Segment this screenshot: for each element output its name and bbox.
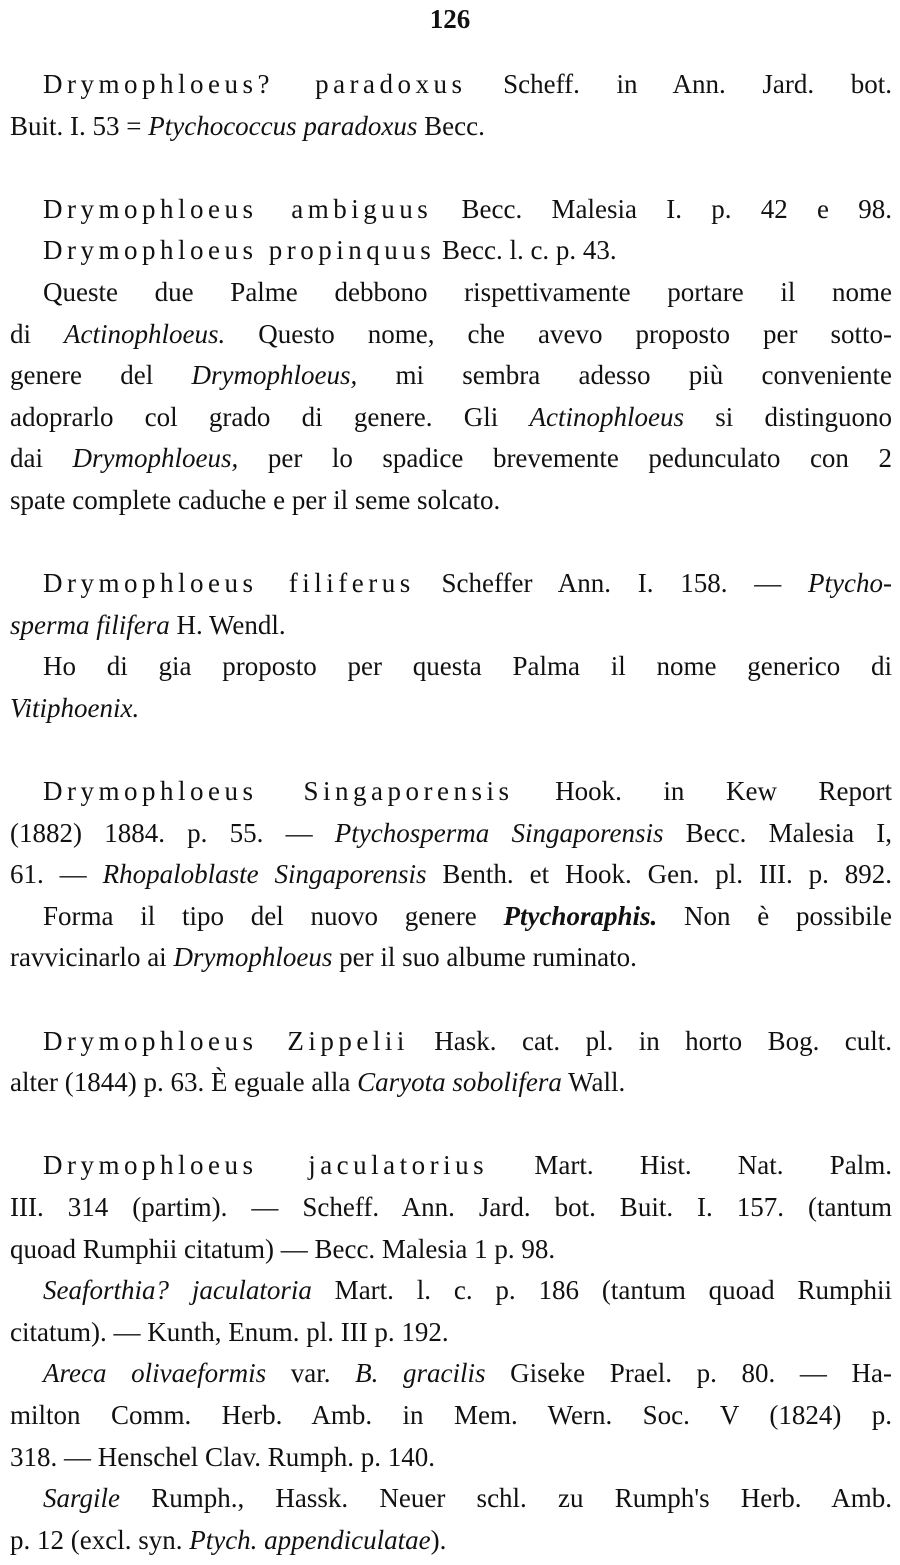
text-line <box>10 480 892 522</box>
italic-taxon: B. gracilis <box>355 1358 486 1389</box>
text-line <box>10 1062 892 1104</box>
text-segment: 318. — Henschel Clav. Rumph. p. 140. <box>10 1441 435 1472</box>
italic-taxon: Rhopaloblaste Singaporensis <box>102 859 427 890</box>
text-segment: dai <box>10 443 73 474</box>
text-segment: ravvicinarlo ai <box>10 942 174 973</box>
species-name: Drymophloeus Zippelii <box>43 1025 409 1056</box>
text-line <box>10 1353 892 1395</box>
text-line <box>10 189 892 231</box>
italic-taxon: Ptychococcus paradoxus <box>148 110 418 141</box>
text-line <box>10 64 892 106</box>
text-segment: Mart. Hist. Nat. Palm. <box>488 1150 892 1181</box>
text-segment: quoad Rumphii citatum) — Becc. Malesia 1 p. 98. <box>10 1233 556 1264</box>
text-segment: Rumph., Hassk. Neuer schl. zu Rumph's Herb. Amb. <box>120 1483 892 1514</box>
italic-taxon: Caryota sobolifera <box>357 1067 562 1098</box>
text-line <box>10 1021 892 1063</box>
text-line <box>10 813 892 855</box>
text-segment: Scheffer Ann. I. 158. — <box>414 568 809 599</box>
text-segment: Ho di gia proposto per questa Palma il nome generico di <box>43 651 892 682</box>
blank-line <box>10 522 892 564</box>
text-line <box>10 896 892 938</box>
text-segment: Questo nome, che avevo proposto per sotto- <box>225 318 892 349</box>
text-line <box>10 1395 892 1437</box>
text-line <box>10 1520 892 1562</box>
text-segment: si distinguono <box>684 401 892 432</box>
text-segment: per lo spadice brevemente pedunculato con 2 <box>238 443 892 474</box>
italic-taxon: Ptychoraphis. <box>503 900 658 931</box>
italic-taxon: Actinophloeus. <box>64 318 226 349</box>
text-segment: 61. — <box>10 859 103 890</box>
text-line <box>10 854 892 896</box>
species-name: Drymophloeus? paradoxus <box>43 69 467 99</box>
text-segment: III. 314 (partim). — Scheff. Ann. Jard. bot. Buit. I. 157. (tantum <box>10 1192 892 1223</box>
text-line <box>10 937 892 979</box>
text-line <box>10 397 892 439</box>
text-line <box>10 438 892 480</box>
text-segment: alter (1844) p. 63. È eguale alla <box>10 1067 358 1098</box>
blank-line <box>10 1104 892 1146</box>
species-name: Drymophloeus jaculatorius <box>43 1150 489 1181</box>
text-segment: Becc. Malesia I. p. 42 e 98. <box>432 193 893 224</box>
text-line <box>10 106 892 148</box>
text-segment: Scheff. in Ann. Jard. bot. <box>466 69 892 99</box>
text-line <box>10 605 892 647</box>
text-segment: citatum). — Kunth, Enum. pl. III p. 192. <box>10 1316 449 1347</box>
italic-taxon: Ptych. appendiculatae <box>189 1524 431 1555</box>
text-segment: (1882) 1884. p. 55. — <box>10 817 335 848</box>
blank-line <box>10 730 892 772</box>
text-line <box>10 1270 892 1312</box>
text-segment: Hook. in Kew Report <box>513 776 893 807</box>
page-body <box>10 64 892 1561</box>
text-segment: Mart. l. c. p. 186 (tantum quoad Rumphii <box>311 1275 892 1306</box>
blank-line <box>10 979 892 1021</box>
text-line <box>10 688 892 730</box>
italic-taxon: Ptycho- <box>808 568 892 599</box>
text-segment: Becc. l. c. p. 43. <box>435 235 617 266</box>
text-segment: Becc. Malesia I, <box>663 817 893 848</box>
text-line <box>10 563 892 605</box>
text-segment: Benth. et Hook. Gen. pl. III. p. 892. <box>426 859 893 890</box>
text-line <box>10 1229 892 1271</box>
species-name: Drymophloeus propinquus <box>43 235 436 266</box>
text-segment: H. Wendl. <box>169 609 286 640</box>
text-segment: milton Comm. Herb. Amb. in Mem. Wern. Soc. V (1824) p. <box>10 1400 892 1430</box>
text-segment: spate complete caduche e per il seme solcato. <box>10 484 501 515</box>
species-name: Drymophloeus ambiguus <box>43 193 433 224</box>
italic-taxon: Drymophloeus, <box>191 360 358 391</box>
text-segment: Hask. cat. pl. in horto Bog. cult. <box>408 1025 893 1056</box>
blank-line <box>10 147 892 189</box>
text-line <box>10 646 892 688</box>
text-segment: per il suo albume ruminato. <box>332 942 637 973</box>
text-segment: Becc. <box>417 110 485 141</box>
text-line <box>10 1145 892 1187</box>
text-line <box>10 272 892 314</box>
text-segment: ). <box>430 1524 447 1555</box>
text-segment: adoprarlo col grado di genere. Gli <box>10 401 530 432</box>
page-number: 126 <box>429 4 471 34</box>
italic-taxon: Drymophloeus, <box>72 443 239 474</box>
italic-taxon: Drymophloeus <box>173 942 333 973</box>
text-line <box>10 1187 892 1229</box>
italic-taxon: Seaforthia? jaculatoria <box>43 1275 312 1306</box>
text-segment: p. 12 (excl. syn. <box>10 1524 190 1555</box>
text-segment: var. <box>266 1358 356 1389</box>
text-segment: genere del <box>10 360 192 391</box>
text-segment: di <box>10 318 65 349</box>
text-line <box>10 771 892 813</box>
text-line <box>10 355 892 397</box>
text-line <box>10 230 892 272</box>
text-segment: Non è possibile <box>657 900 892 931</box>
italic-taxon: Actinophloeus <box>529 401 684 432</box>
italic-taxon: Ptychosperma Singaporensis <box>334 817 664 848</box>
text-segment: Giseke Prael. p. 80. — Ha- <box>485 1358 892 1389</box>
text-line <box>10 1437 892 1479</box>
text-segment: Queste due Palme debbono rispettivamente portare il nome <box>43 276 892 307</box>
italic-taxon: Areca olivaeformis <box>43 1358 267 1389</box>
species-name: Drymophloeus filiferus <box>43 568 415 599</box>
text-segment: Forma il tipo del nuovo genere <box>43 900 504 931</box>
text-segment: mi sembra adesso più conveniente <box>357 360 892 391</box>
text-segment: Wall. <box>561 1067 626 1098</box>
text-line <box>10 314 892 356</box>
italic-taxon: Sargile <box>43 1483 120 1514</box>
text-line <box>10 1312 892 1354</box>
italic-taxon: Vitiphoenix. <box>10 692 140 723</box>
italic-taxon: sperma filifera <box>10 609 170 640</box>
text-line <box>10 1478 892 1520</box>
species-name: Drymophloeus Singaporensis <box>43 776 514 807</box>
text-segment: Buit. I. 53 = <box>10 110 149 141</box>
